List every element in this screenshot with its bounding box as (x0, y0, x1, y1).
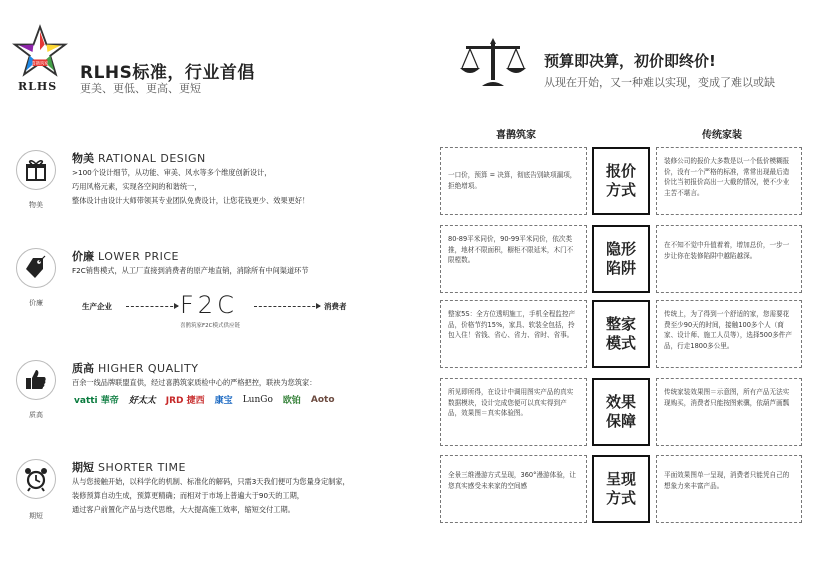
traditional-cell: 平面效果图单一呈现，消费者只能凭自己的想象力来丰富产品。 (656, 455, 802, 523)
feature-title-cn: 期短 (72, 461, 94, 474)
feature-rational-design (12, 150, 392, 210)
feature-title-en: RATIONAL DESIGN (98, 152, 206, 165)
brand-logo: 欧铂 (282, 396, 301, 406)
comparison-row (440, 455, 802, 523)
brand-logo: vatti 華帝 (74, 396, 119, 406)
feature-line: 百余一线品牌联盟直供，经过喜鹊筑家质检中心的严格把控，联袂为您筑家： (72, 378, 317, 387)
feature-line: >100个设计细节，从功能、审美、风水等多个维度创新设计， (72, 168, 272, 177)
xique-cell: 全景三维漫游方式呈现，360°漫游体验，让您真实感受未来家的空间感 (440, 455, 587, 523)
xique-cell: 所见即所得，在设计中调用图实产品的真实数据模块，设计完成您便可以真实得到产品，效果图＝真实体验图。 (440, 378, 587, 446)
feature-lower-price (12, 248, 392, 329)
feature-caption: 价廉 (29, 299, 43, 307)
feature-title-cn: 质高 (72, 362, 94, 375)
logo-text: RLHS (18, 80, 58, 93)
comparison-row (440, 378, 802, 446)
comparison-row (440, 225, 802, 293)
feature-shorter-time (12, 459, 392, 521)
budget-headline: 预算即决算，初价即终价! (544, 52, 716, 70)
f2c-diagram (72, 291, 372, 329)
budget-subline: 从现在开始，又一种难以实现，变成了难以或缺 (544, 76, 775, 89)
f2c-consumer-label: 消费者 (324, 302, 347, 311)
feature-title-en: HIGHER QUALITY (98, 362, 199, 375)
feature-line: 通过客户前置化产品与迭代思维，大大提高施工效率，缩短交付工期。 (72, 505, 295, 514)
traditional-cell: 传统上，为了得到一个舒适的家，您需要花费至少90天的时间，接触100多个人（商家、设计师、施工人员等），选择500多件产品，行走1800多公里。 (656, 300, 802, 368)
price-tag-icon (16, 248, 56, 288)
brand-logo: Aoto (310, 394, 335, 405)
xique-cell: 一口价，预算 = 决算，彻底告别缺项漏项，拒绝增项。 (440, 147, 587, 215)
balance-scale-icon (458, 34, 528, 90)
brand-logos (72, 392, 337, 407)
feature-line: 从与您接触开始，以科学化的机制、标准化的解码，只需3天我们便可为您量身定制家， (72, 477, 350, 486)
category-cell: 隐形 陷阱 (592, 225, 650, 293)
category-cell: 报价 方式 (592, 147, 650, 215)
brand-logo: 康宝 (214, 396, 233, 406)
xique-cell: 80-89平米同价，90-99平米同价，依次类推，地材不限面积，橱柜不限延米，木门不限樘数。 (440, 225, 587, 293)
category-cell: 呈现 方式 (592, 455, 650, 523)
f2c-producer-label: 生产企业 (82, 302, 112, 311)
arrow-right-icon (126, 306, 178, 307)
feature-caption: 物美 (29, 201, 43, 209)
category-cell: 效果 保障 (592, 378, 650, 446)
thumbs-up-icon (16, 360, 56, 400)
traditional-cell: 传统家装效果图＝示意图，所有产品无法实现购买，消费者只能按图索骥，依葫芦画瓢 (656, 378, 802, 446)
traditional-cell: 在不知不觉中升值着着，增加总价，一步一步让你在装修陷阱中越陷越深。 (656, 225, 802, 293)
feature-caption: 质高 (29, 411, 43, 419)
feature-title-cn: 物美 (72, 152, 94, 165)
feature-title-cn: 价廉 (72, 250, 94, 263)
xique-cell: 整家5S：全方位透明施工，手机全程监控产品，价格节约15%，家具、软装全包括，拎包入住！省钱、省心、省力、省时、省事。 (440, 300, 587, 368)
brand-logo: JRD 捷西 (165, 396, 205, 406)
alarm-clock-icon (16, 459, 56, 499)
feature-line: 装修预算自动生成，预算更精确；而相对于市场上普遍大于90天的工期， (72, 491, 304, 500)
traditional-cell: 装修公司的报价大多数是以一个低价模糊报价，没有一个严格的标准，常常出现最后造价比当初报价高出一大截的情况，使不少业主苦不堪言。 (656, 147, 802, 215)
comparison-row (440, 147, 802, 215)
brand-logo: LunGo (242, 394, 273, 405)
feature-caption: 期短 (29, 512, 43, 520)
feature-line: F2C销售模式，从工厂直接到消费者的原产地直销，消除所有中间渠道环节 (72, 266, 309, 275)
arrow-right-icon (254, 306, 320, 307)
f2c-logo: F2C (180, 291, 238, 319)
feature-higher-quality (12, 360, 392, 420)
feature-title-en: LOWER PRICE (98, 250, 180, 263)
feature-line: 巧用风格元素，实现各空间的和谐统一， (72, 182, 202, 191)
column-header-xique: 喜鹊筑家 (496, 130, 536, 141)
category-cell: 整家 模式 (592, 300, 650, 368)
page-headline: RLHS标准，行业首倡 (80, 63, 255, 83)
feature-line: 整体设计由设计大师带领其专业团队免费设计，让您花钱更少、效果更好！ (72, 196, 310, 205)
star-logo-icon (12, 24, 68, 80)
logo-badge: 喜鹊筑家 (31, 60, 49, 66)
gift-icon (16, 150, 56, 190)
f2c-note: 喜鹊筑家F2C模式供应链 (180, 323, 241, 329)
comparison-row (440, 300, 802, 368)
feature-title-en: SHORTER TIME (98, 461, 186, 474)
brand-logo: 好太太 (128, 396, 156, 406)
column-header-traditional: 传统家装 (702, 130, 742, 141)
page-subline: 更美、更低、更高、更短 (80, 82, 201, 95)
